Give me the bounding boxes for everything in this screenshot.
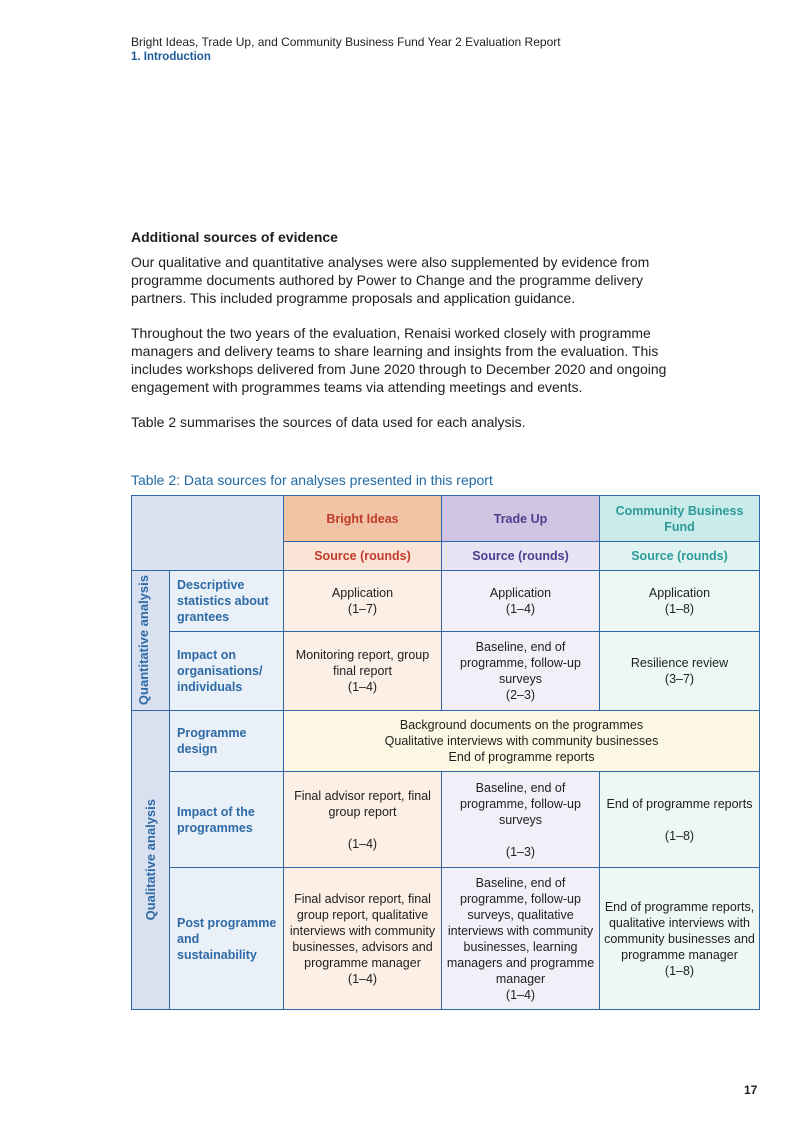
- cell-descriptive-trade-up: Application (1–4): [442, 571, 600, 632]
- row-label-descriptive: Descriptive statistics about grantees: [170, 571, 284, 632]
- subheader-bright-ideas: Source (rounds): [284, 542, 442, 571]
- section-label: 1. Introduction: [131, 51, 211, 63]
- table-caption: Table 2: Data sources for analyses presented in this report: [131, 472, 493, 488]
- cell-post-trade-up: Baseline, end of programme, follow-up surveys, qualitative interviews with community businesses, learning managers and programme manager (1–4): [442, 868, 600, 1010]
- group-quantitative: [132, 571, 170, 711]
- col-header-community-business-fund: Community Business Fund: [600, 496, 760, 542]
- cell-impact-org-trade-up: Baseline, end of programme, follow-up surveys (2–3): [442, 632, 600, 711]
- row-label-programme-design: Programme design: [170, 711, 284, 772]
- data-sources-table: [131, 495, 760, 1010]
- group-label-qualitative: Qualitative analysis: [143, 799, 158, 921]
- cell-impact-prog-trade-up: Baseline, end of programme, follow-up surveys (1–3): [442, 772, 600, 868]
- cell-programme-design-all: Background documents on the programmes Qualitative interviews with community businesses End of programme reports: [284, 711, 760, 772]
- col-header-bright-ideas: Bright Ideas: [284, 496, 442, 542]
- cell-impact-org-cbf: Resilience review (3–7): [600, 632, 760, 711]
- paragraph-2: Throughout the two years of the evaluation, Renaisi worked closely with programme managers and delivery teams to share learning and insights from the evaluation. This includes workshops delivered from June 2020 through to December 2020 and ongoing engagement with programmes teams via attending meetings and events.: [131, 325, 667, 395]
- col-header-trade-up: Trade Up: [442, 496, 600, 542]
- row-label-impact-organisations: Impact on organisations/ individuals: [170, 632, 284, 711]
- report-title: Bright Ideas, Trade Up, and Community Business Fund Year 2 Evaluation Report: [131, 35, 561, 49]
- table-corner-cell: [132, 496, 284, 571]
- subheader-trade-up: Source (rounds): [442, 542, 600, 571]
- paragraph-3: Table 2 summarises the sources of data used for each analysis.: [131, 414, 526, 430]
- group-label-quantitative: Quantitative analysis: [135, 575, 151, 706]
- row-label-post-programme: Post programme and sustainability: [170, 868, 284, 1010]
- cell-impact-prog-cbf: End of programme reports (1–8): [600, 772, 760, 868]
- subheader-community-business-fund: Source (rounds): [600, 542, 760, 571]
- page-header: [131, 35, 561, 65]
- section-heading: Additional sources of evidence: [131, 229, 338, 245]
- body-text: [131, 228, 691, 448]
- page-number: 17: [744, 1083, 758, 1097]
- cell-impact-prog-bright-ideas: Final advisor report, final group report (1–4): [284, 772, 442, 868]
- cell-descriptive-cbf: Application (1–8): [600, 571, 760, 632]
- cell-post-bright-ideas: Final advisor report, final group report, qualitative interviews with community businesses, advisors and programme manager (1–4): [284, 868, 442, 1010]
- row-label-impact-programmes: Impact of the programmes: [170, 772, 284, 868]
- group-qualitative: [132, 711, 170, 1010]
- cell-impact-org-bright-ideas: Monitoring report, group final report (1–4): [284, 632, 442, 711]
- cell-post-cbf: End of programme reports, qualitative interviews with community businesses and programme manager (1–8): [600, 868, 760, 1010]
- cell-descriptive-bright-ideas: Application (1–7): [284, 571, 442, 632]
- paragraph-1: Our qualitative and quantitative analyses were also supplemented by evidence from programme documents authored by Power to Change and the programme delivery partners. This included programme proposals and application guidance.: [131, 254, 650, 306]
